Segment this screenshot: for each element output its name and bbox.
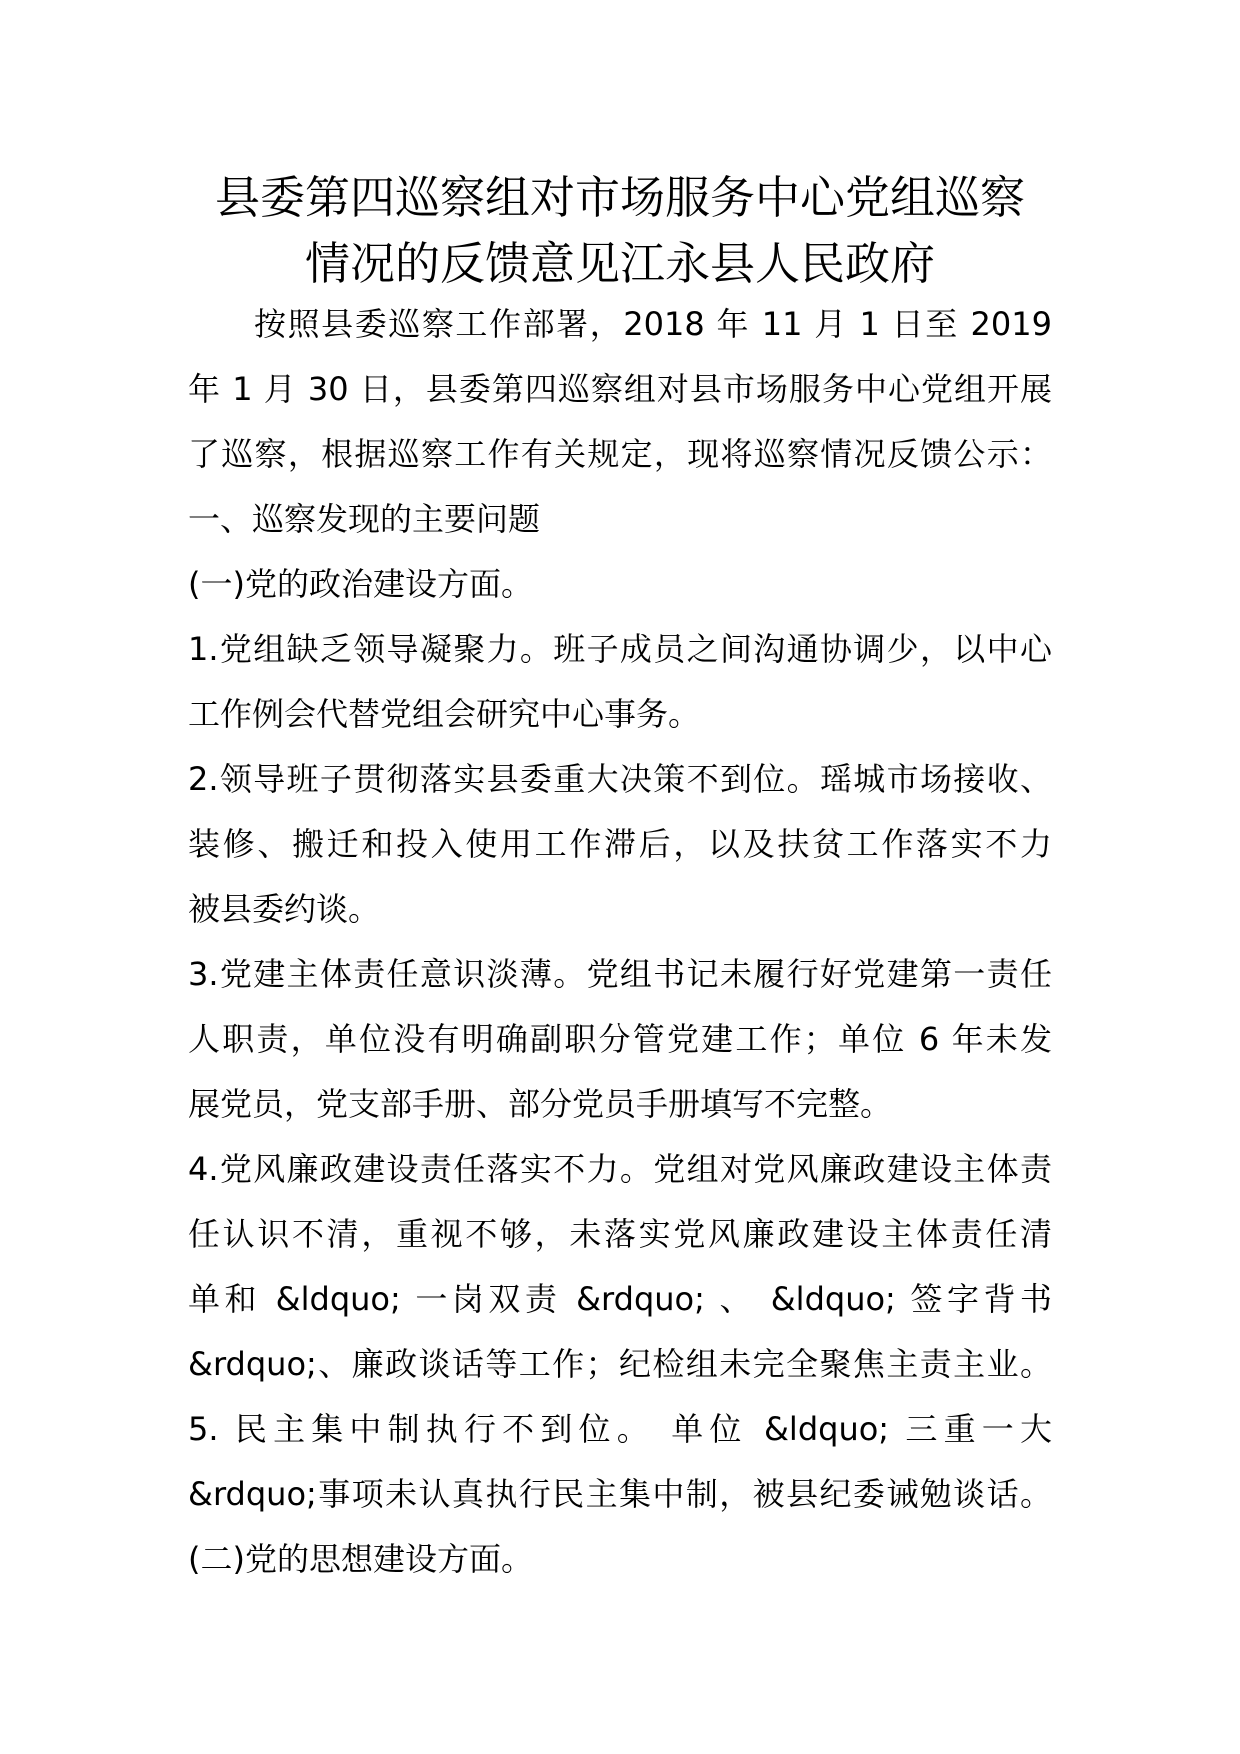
body-line-15: 任认识不清，重视不够，未落实党风廉政建设主体责任清: [188, 1215, 1052, 1253]
body-line-19: &rdquo;事项未认真执行民主集中制，被县纪委诫勉谈话。: [188, 1475, 1052, 1513]
body-line-18: 5. 民主集中制执行不到位。 单位 &ldquo; 三重一大: [188, 1410, 1052, 1448]
body-line-9: 装修、搬迁和投入使用工作滞后，以及扶贫工作落实不力: [188, 825, 1052, 863]
body-line-12: 人职责，单位没有明确副职分管党建工作；单位 6 年未发: [188, 1020, 1052, 1058]
body-line-11: 3.党建主体责任意识淡薄。党组书记未履行好党建第一责任: [188, 955, 1052, 993]
body-line-1: 按照县委巡察工作部署，2018 年 11 月 1 日至 2019: [254, 305, 1052, 343]
body-line-7: 工作例会代替党组会研究中心事务。: [188, 695, 701, 733]
body-line-6: 1.党组缺乏领导凝聚力。班子成员之间沟通协调少，以中心: [188, 630, 1052, 668]
subsection-heading-2: (二)党的思想建设方面。: [188, 1540, 533, 1578]
body-line-3: 了巡察，根据巡察工作有关规定，现将巡察情况反馈公示：: [188, 435, 1052, 473]
document-body: [188, 292, 1052, 1592]
body-line-2: 年 1 月 30 日，县委第四巡察组对县市场服务中心党组开展: [188, 370, 1052, 408]
subsection-heading-1: (一)党的政治建设方面。: [188, 565, 533, 603]
body-line-17: &rdquo;、廉政谈话等工作；纪检组未完全聚焦主责主业。: [188, 1345, 1052, 1383]
section-heading-1: 一、巡察发现的主要问题: [188, 500, 541, 538]
body-line-14: 4.党风廉政建设责任落实不力。党组对党风廉政建设主体责: [188, 1150, 1052, 1188]
title-line-1: 县委第四巡察组对市场服务中心党组巡察: [214, 171, 1025, 224]
document-title: [170, 165, 1070, 297]
body-line-10: 被县委约谈。: [188, 890, 381, 928]
title-line-2: 情况的反馈意见江永县人民政府: [304, 237, 935, 290]
body-line-8: 2.领导班子贯彻落实县委重大决策不到位。瑶城市场接收、: [188, 760, 1052, 798]
body-line-13: 展党员，党支部手册、部分党员手册填写不完整。: [188, 1085, 893, 1123]
body-line-16: 单和 &ldquo; 一岗双责 &rdquo; 、 &ldquo; 签字背书: [188, 1280, 1052, 1318]
